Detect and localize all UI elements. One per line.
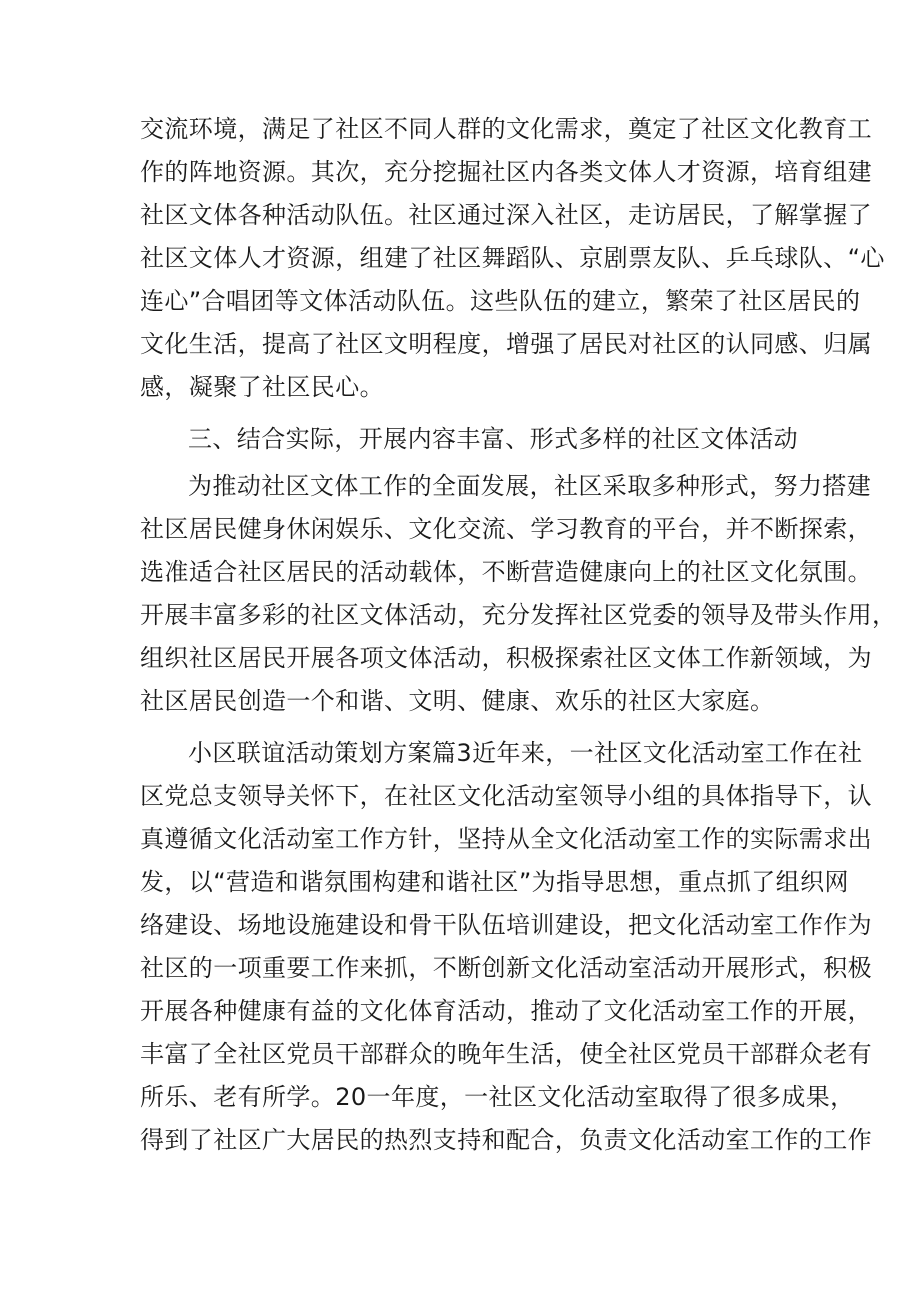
paragraph-line: 社区的一项重要工作来抓，不断创新文化活动室活动开展形式，积极 bbox=[140, 954, 872, 982]
paragraph-1 bbox=[140, 108, 885, 409]
paragraph-line: 文化生活，提高了社区文明程度，增强了居民对社区的认同感、归属 bbox=[140, 330, 872, 358]
paragraph-line: 发，以“营造和谐氛围构建和谐社区”为指导思想，重点抓了组织网 bbox=[140, 868, 849, 896]
paragraph-line: 社区文体人才资源，组建了社区舞蹈队、京剧票友队、乒乓球队、“心 bbox=[140, 244, 885, 272]
paragraph-line: 真遵循文化活动室工作方针，坚持从全文化活动室工作的实际需求出 bbox=[140, 825, 872, 853]
paragraph-line: 社区居民创造一个和谐、文明、健康、欢乐的社区大家庭。 bbox=[140, 687, 775, 715]
section-heading: 三、结合实际，开展内容丰富、形式多样的社区文体活动 bbox=[188, 425, 798, 453]
paragraph-3 bbox=[140, 732, 872, 1162]
paragraph-line: 丰富了全社区党员干部群众的晚年生活，使全社区党员干部群众老有 bbox=[140, 1040, 872, 1068]
paragraph-line: 连心”合唱团等文体活动队伍。这些队伍的建立，繁荣了社区居民的 bbox=[140, 287, 861, 315]
paragraph-line: 组织社区居民开展各项文体活动，积极探索社区文体工作新领域，为 bbox=[140, 644, 872, 672]
paragraph-line: 为推动社区文体工作的全面发展，社区采取多种形式，努力搭建 bbox=[188, 472, 872, 500]
paragraph-line: 选准适合社区居民的活动载体，不断营造健康向上的社区文化氛围。 bbox=[140, 558, 872, 586]
paragraph-line: 作的阵地资源。其次，充分挖掘社区内各类文体人才资源，培育组建 bbox=[140, 158, 872, 186]
paragraph-line: 络建设、场地设施建设和骨干队伍培训建设，把文化活动室工作作为 bbox=[140, 911, 872, 939]
spacer bbox=[140, 409, 788, 418]
paragraph-line: 区党总支领导关怀下，在社区文化活动室领导小组的具体指导下，认 bbox=[140, 782, 872, 810]
paragraph-line: 开展丰富多彩的社区文体活动，充分发挥社区党委的领导及带头作用， bbox=[140, 601, 897, 629]
spacer bbox=[140, 723, 788, 732]
paragraph-line: 交流环境，满足了社区不同人群的文化需求，奠定了社区文化教育工 bbox=[140, 115, 872, 143]
paragraph-line: 社区居民健身休闲娱乐、文化交流、学习教育的平台，并不断探索， bbox=[140, 515, 872, 543]
paragraph-line: 社区文体各种活动队伍。社区通过深入社区，走访居民，了解掌握了 bbox=[140, 201, 872, 229]
paragraph-line: 得到了社区广大居民的热烈支持和配合，负责文化活动室工作的工作 bbox=[140, 1126, 872, 1154]
paragraph-line: 感，凝聚了社区民心。 bbox=[140, 373, 384, 401]
paragraph-line: 开展各种健康有益的文化体育活动，推动了文化活动室工作的开展， bbox=[140, 997, 872, 1025]
document-body bbox=[140, 108, 897, 1162]
paragraph-line: 所乐、老有所学。20一年度，一社区文化活动室取得了很多成果， bbox=[140, 1083, 855, 1111]
paragraph-line: 小区联谊活动策划方案篇3近年来，一社区文化活动室工作在社 bbox=[188, 739, 863, 767]
paragraph-2 bbox=[140, 465, 897, 723]
